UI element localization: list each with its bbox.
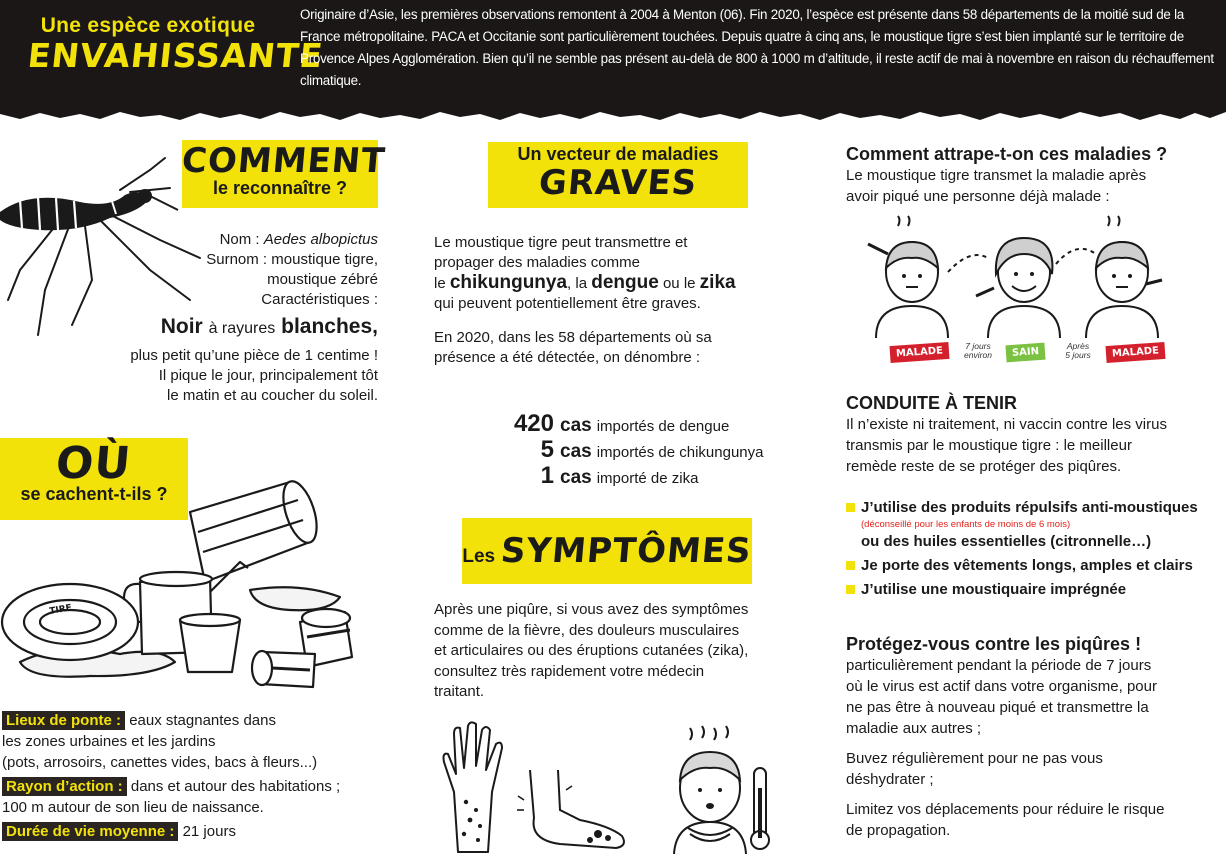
transmission-people-illustration (860, 214, 1226, 340)
case-number: 420 (513, 410, 554, 437)
protect-section (846, 633, 1224, 850)
case-number: 1 (540, 462, 554, 489)
recognize-heading (180, 140, 388, 208)
header-banner (0, 0, 1226, 112)
vector-p2-line1: En 2020, dans les 58 départements où sa (434, 329, 712, 346)
recognize-heading-small: le reconnaître ? (212, 178, 348, 198)
delay-1-b: environ (964, 350, 992, 360)
protect-paragraph-1 (846, 655, 1224, 739)
header-title (25, 14, 326, 75)
transmission-text-2: avoir piqué une personne déjà malade : (846, 188, 1110, 205)
disease-dengue: dengue (591, 272, 659, 293)
species-name-value: Aedes albopictus (263, 231, 378, 248)
conduct-item-1-cont: ou des huiles essentielles (citronnelle…) (861, 533, 1152, 550)
conduct-text-1: Il n’existe ni traitement, ni vaccin contre les virus (846, 416, 1167, 433)
lifespan-text: 21 jours (182, 823, 236, 840)
delay-1-a: 7 jours (965, 341, 991, 351)
feature-mid: à rayures (208, 320, 276, 337)
vector-p1-line2: propager des maladies comme (434, 254, 640, 271)
vector-p1-line1: Le moustique tigre peut transmettre et (434, 234, 688, 251)
feature-blanches: blanches, (281, 315, 378, 338)
header-title-line2: ENVAHISSANTE (25, 36, 326, 75)
case-text: importés de dengue (596, 418, 730, 435)
species-desc-3: le matin et au coucher du soleil. (167, 387, 378, 404)
case-row-chikungunya (480, 436, 810, 462)
conduct-item-net (846, 579, 1224, 600)
case-cas: cas (560, 441, 592, 462)
recognize-heading-big: COMMENT (180, 141, 388, 181)
range-text-2: 100 m autour de son lieu de naissance. (2, 799, 264, 816)
conduct-item-1-text: J’utilise des produits répulsifs anti-moustiques (861, 499, 1198, 516)
conduct-item-3-text: J’utilise une moustiquaire imprégnée (861, 581, 1127, 598)
protect-p1-1: particulièrement pendant la période de 7 jours (846, 657, 1152, 674)
delay-2 (1058, 342, 1098, 360)
protect-p1-2: où le virus est actif dans votre organisme, pour (846, 678, 1157, 695)
transmission-title: Comment attrape-t-on ces maladies ? (846, 144, 1168, 164)
breeding-text-1: eaux stagnantes dans (129, 712, 276, 729)
sick-label-2: MALADE (1105, 342, 1165, 363)
species-desc-1: plus petit qu’une pièce de 1 centime ! (130, 347, 378, 364)
case-row-dengue (480, 410, 810, 436)
conduct-item-note: (déconseillé pour les enfants de moins de 6 mois) (861, 519, 1071, 530)
case-text: importés de chikungunya (596, 444, 764, 461)
vector-paragraph-2 (434, 328, 804, 368)
conduct-text-2: transmis par le moustique tigre : le meilleur (846, 437, 1132, 454)
vector-text (434, 233, 804, 382)
delay-1 (958, 342, 998, 360)
species-card (60, 230, 378, 406)
sick-label-1: MALADE (889, 342, 949, 363)
disease-chikungunya: chikungunya (449, 272, 568, 293)
symptoms-line-5: traitant. (434, 683, 485, 700)
feature-noir: Noir (160, 315, 203, 338)
case-cas: cas (560, 467, 592, 488)
species-name-row (60, 230, 378, 250)
conduct-title: CONDUITE À TENIR (846, 393, 1017, 413)
torn-edge-divider (0, 104, 1226, 126)
conduct-item-repellent (846, 497, 1224, 518)
conduct-item-2-text: Je porte des vêtements longs, amples et clairs (861, 557, 1193, 574)
vector-heading-small: Un vecteur de maladies (517, 144, 719, 164)
species-nickname-value-1: moustique tigre, (271, 251, 378, 268)
breeding-text-3: (pots, arrosoirs, canettes vides, bacs à fleurs...) (2, 754, 318, 771)
range-row (2, 776, 402, 818)
species-name-label: Nom : (219, 231, 260, 248)
lifespan-row (2, 821, 402, 842)
symptoms-heading-big: SYMPTÔMES (499, 531, 754, 571)
case-row-zika (480, 462, 810, 488)
protect-p2-1: Buvez régulièrement pour ne pas vous (846, 750, 1103, 767)
symptoms-line-1: Après une piqûre, si vous avez des symptômes (434, 601, 749, 618)
bullet-square-icon (846, 503, 855, 512)
protect-p2-2: déshydrater ; (846, 771, 934, 788)
protect-p1-3: ne pas être à nouveau piqué et transmettre la (846, 699, 1149, 716)
breeding-row (2, 710, 402, 773)
hiding-heading-small: se cachent-t-ils ? (20, 484, 168, 504)
protect-p3-2: de propagation. (846, 822, 951, 839)
protect-title: Protégez-vous contre les piqûres ! (846, 634, 1142, 654)
case-number: 5 (540, 436, 554, 463)
healthy-label: SAIN (1005, 343, 1045, 363)
case-cas: cas (560, 415, 592, 436)
bullet-square-icon (846, 585, 855, 594)
conduct-text-3: remède reste de se protéger des piqûres. (846, 458, 1122, 475)
vector-p2-line2: présence a été détectée, on dénombre : (434, 349, 701, 366)
symptoms-heading (462, 518, 752, 584)
protect-paragraph-2 (846, 748, 1224, 790)
symptoms-line-2: comme de la fièvre, des douleurs musculaires (434, 621, 740, 639)
painful-foot-icon (520, 770, 630, 852)
vector-p1-line4: qui peuvent potentiellement être graves. (434, 295, 701, 312)
fever-person-icon (670, 718, 780, 854)
symptoms-text (434, 600, 804, 703)
protect-p1-4: maladie aux autres ; (846, 720, 982, 737)
vector-sep1: , la (567, 275, 588, 292)
conduct-section (846, 392, 1224, 477)
protect-paragraph-3 (846, 799, 1224, 841)
hiding-details (2, 710, 402, 845)
header-title-line1: Une espèce exotique (40, 14, 256, 37)
disease-zika: zika (699, 272, 736, 293)
bullet-square-icon (846, 561, 855, 570)
breeding-label: Lieux de ponte : (2, 711, 125, 730)
transmission-text-1: Le moustique tigre transmet la maladie après (846, 167, 1147, 184)
delay-2-b: 5 jours (1065, 350, 1091, 360)
range-text-1: dans et autour des habitations ; (130, 778, 341, 795)
vector-le: le (434, 275, 446, 292)
vector-sep2: ou le (662, 275, 696, 292)
species-nickname-label: Surnom : (206, 251, 268, 268)
species-color-feature (60, 312, 378, 344)
lifespan-label: Durée de vie moyenne : (2, 822, 178, 841)
vector-paragraph-1 (434, 233, 804, 314)
header-intro-text: Originaire d’Asie, les premières observations remontent à 2004 à Menton (06). Fin 2020, l’espèce est présente dans 58 départements de la moitié sud de la France métropolitaine. PACA et Occitanie sont particulièrement touchées. Depuis quatre à cinq ans, le moustique tigre s’est bien implanté sur le territoire de Provence Alpes Agglomération. Bien qu’il ne semble pas présent au-delà de 800 à 1000 m d’altitude, il reste actif de mai à novembre en raison du réchauffement climatique. (300, 7, 1214, 88)
transmission-diagram (860, 214, 1226, 370)
conduct-item-clothing (846, 555, 1224, 576)
vector-heading-big: GRAVES (537, 163, 699, 203)
protect-p3-1: Limitez vos déplacements pour réduire le risque (846, 801, 1165, 818)
breeding-text-2: les zones urbaines et les jardins (2, 733, 216, 750)
species-desc-2: Il pique le jour, principalement tôt (158, 367, 378, 384)
species-nickname-row-2: moustique zébré (267, 271, 378, 288)
symptoms-heading-small: Les (462, 546, 496, 567)
case-counts (480, 410, 810, 488)
symptoms-line-3: et articulaires ou des éruptions cutanées (zika), (434, 642, 749, 659)
hiding-heading-big: OÙ (54, 438, 134, 489)
case-text: importé de zika (596, 470, 699, 487)
species-nickname-row (60, 250, 378, 270)
symptoms-line-4: consultez très rapidement votre médecin (434, 662, 705, 680)
delay-2-a: Après (1066, 341, 1090, 351)
range-label: Rayon d’action : (2, 777, 127, 796)
conduct-list (846, 497, 1224, 603)
transmission-section (846, 143, 1224, 207)
tire-text: TIRE (48, 603, 73, 617)
vector-heading (488, 142, 748, 208)
rash-arm-icon (440, 722, 510, 852)
breeding-sites-illustration (0, 472, 400, 704)
species-features-label: Caractéristiques : (261, 291, 378, 308)
